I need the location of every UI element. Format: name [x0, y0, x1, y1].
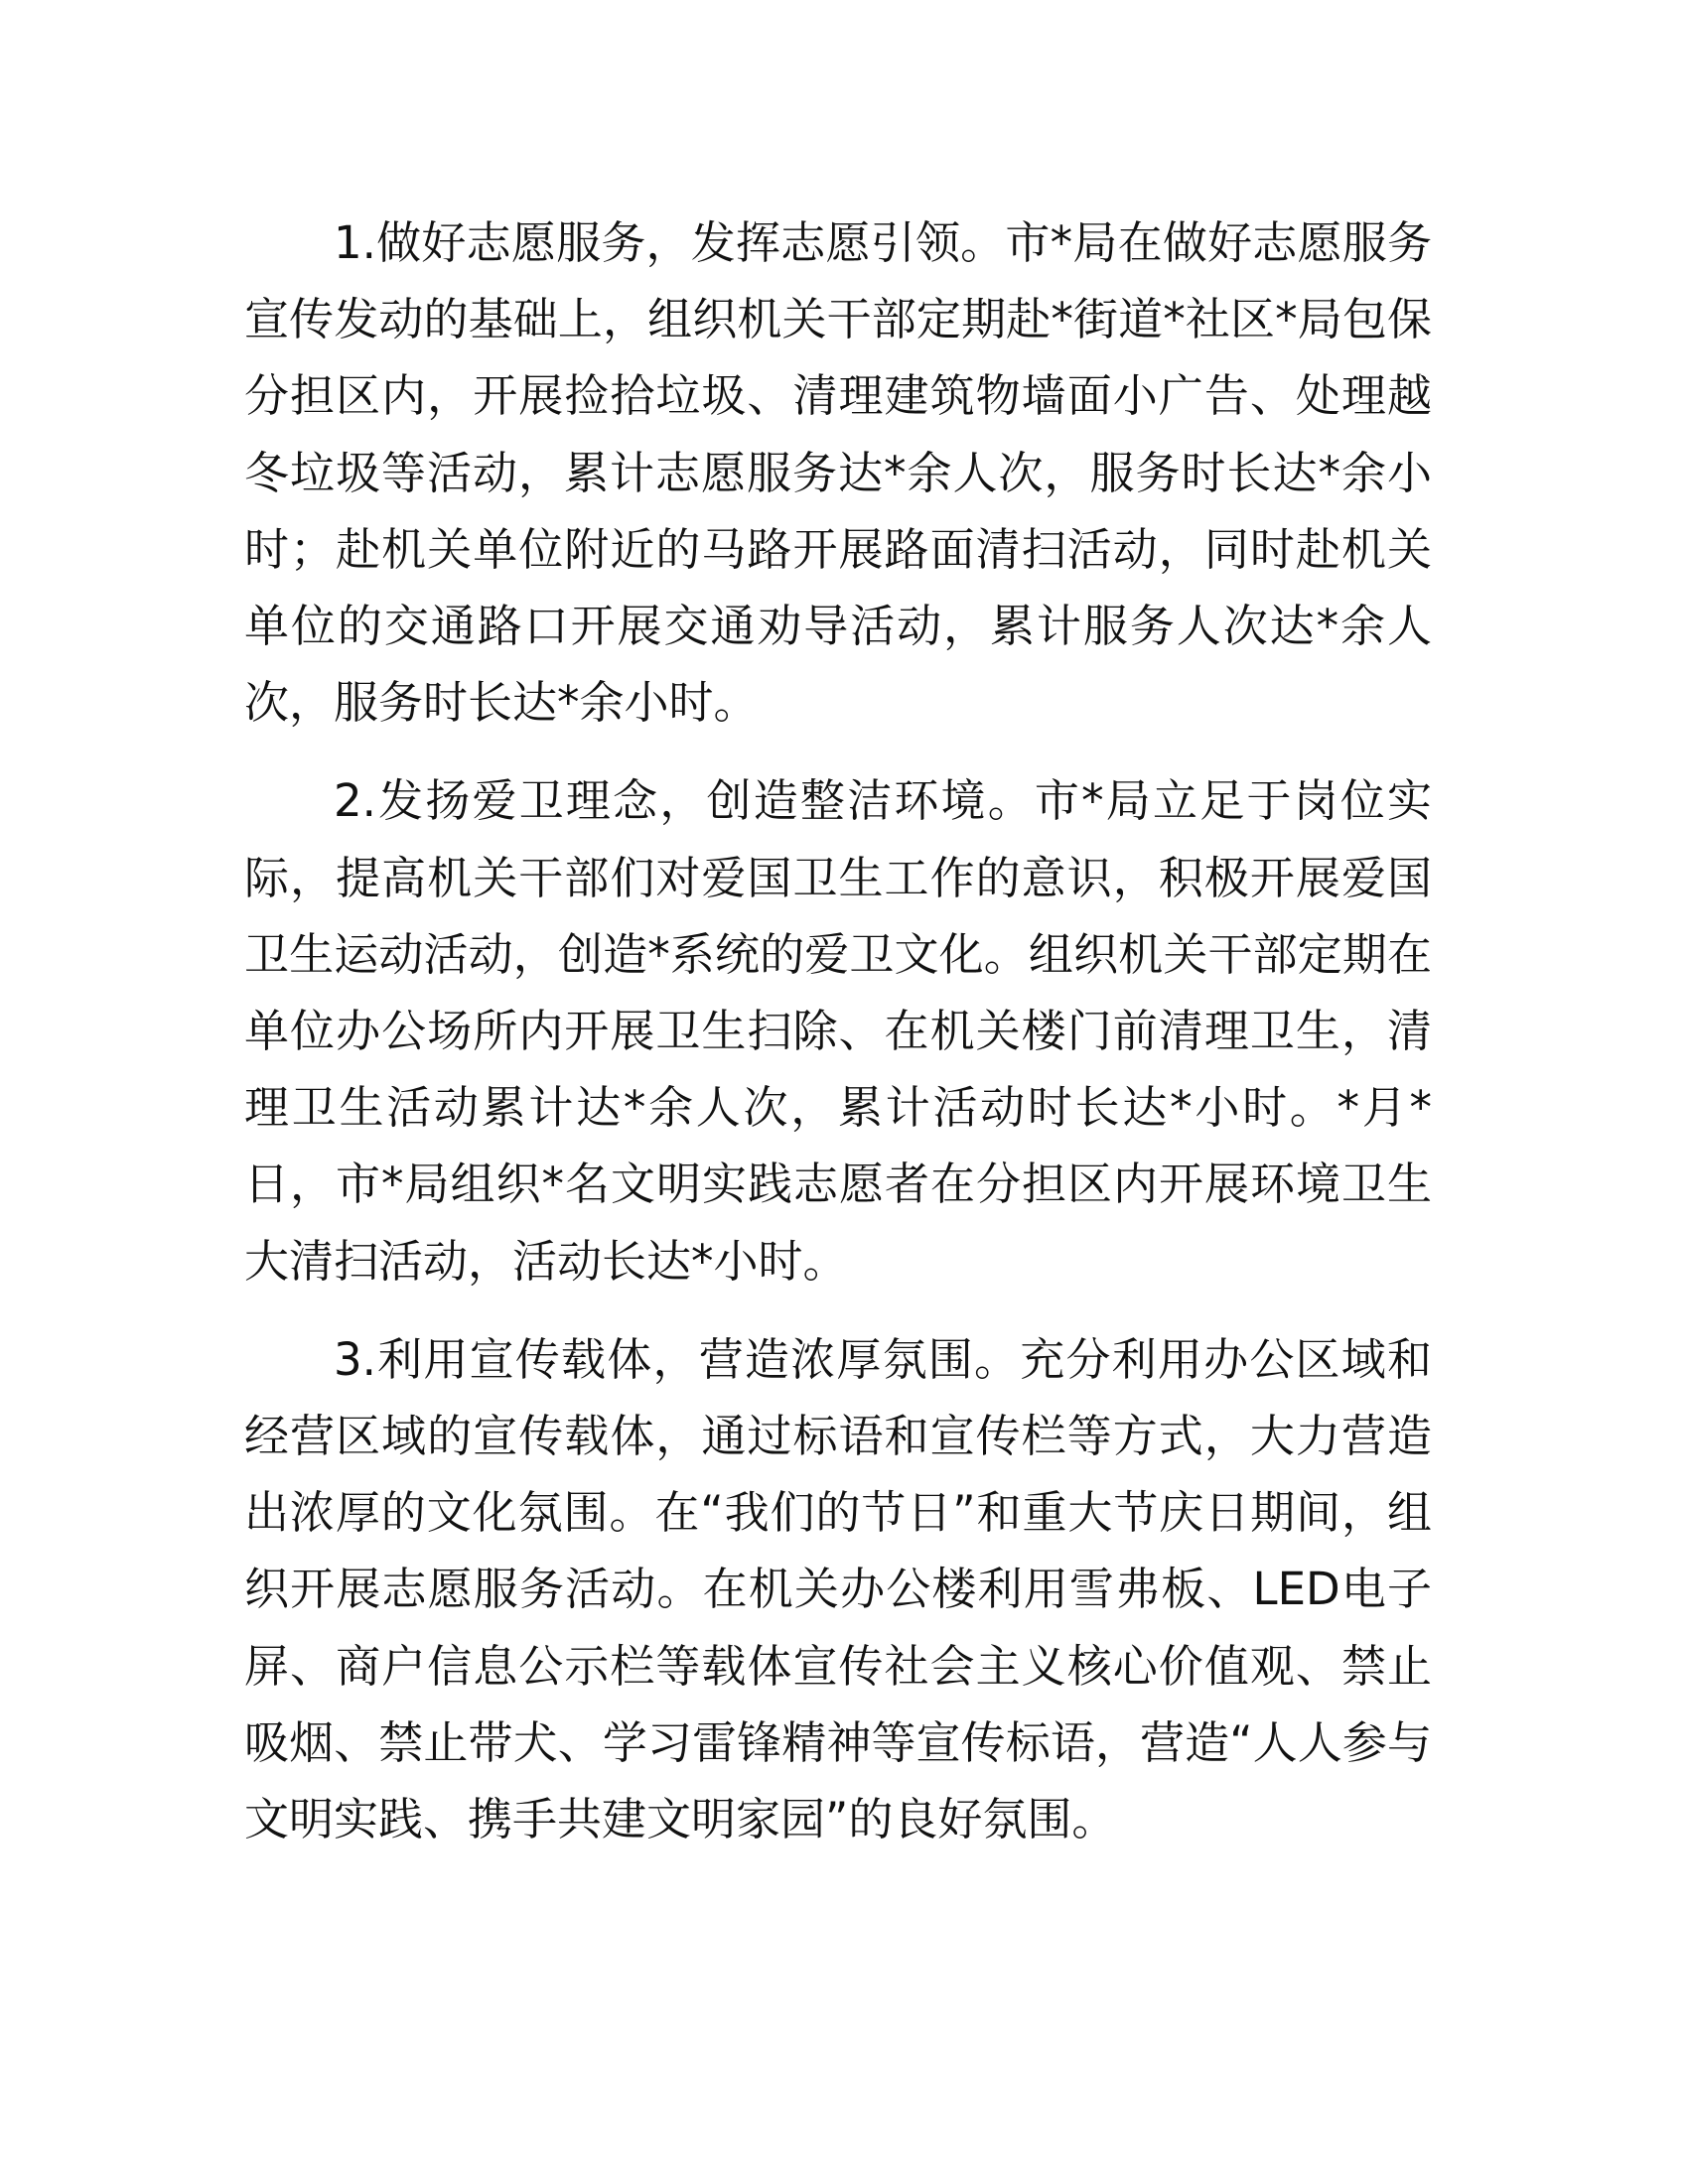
paragraph-patriotic-hygiene: 2.发扬爱卫理念，创造整洁环境。市*局立足于岗位实际，提高机关干部们对爱国卫生工作的意识，积极开展爱国卫生运动活动，创造*系统的爱卫文化。组织机关干部定期在单位办公场所内开展卫生扫除、在机关楼门前清理卫生，清理卫生活动累计达*余人次，累计活动时长达*小时。*月*日，市*局组织*名文明实践志愿者在分担区内开展环境卫生大清扫活动，活动长达*小时。	[244, 774, 1432, 1288]
paragraph-volunteer-service: 1.做好志愿服务，发挥志愿引领。市*局在做好志愿服务宣传发动的基础上，组织机关干部定期赴*街道*社区*局包保分担区内，开展捡拾垃圾、清理建筑物墙面小广告、处理越冬垃圾等活动，累计志愿服务达*余人次，服务时长达*余小时；赴机关单位附近的马路开展路面清扫活动，同时赴机关单位的交通路口开展交通劝导活动，累计服务人次达*余人次，服务时长达*余小时。	[244, 216, 1432, 730]
document-body	[244, 205, 1432, 1879]
paragraph-publicity-carriers: 3.利用宣传载体，营造浓厚氛围。充分利用办公区域和经营区域的宣传载体，通过标语和宣传栏等方式，大力营造出浓厚的文化氛围。在“我们的节日”和重大节庆日期间，组织开展志愿服务活动。在机关办公楼利用雪弗板、LED电子屏、商户信息公示栏等载体宣传社会主义核心价值观、禁止吸烟、禁止带犬、学习雷锋精神等宣传标语，营造“人人参与文明实践、携手共建文明家园”的良好氛围。	[244, 1332, 1432, 1846]
